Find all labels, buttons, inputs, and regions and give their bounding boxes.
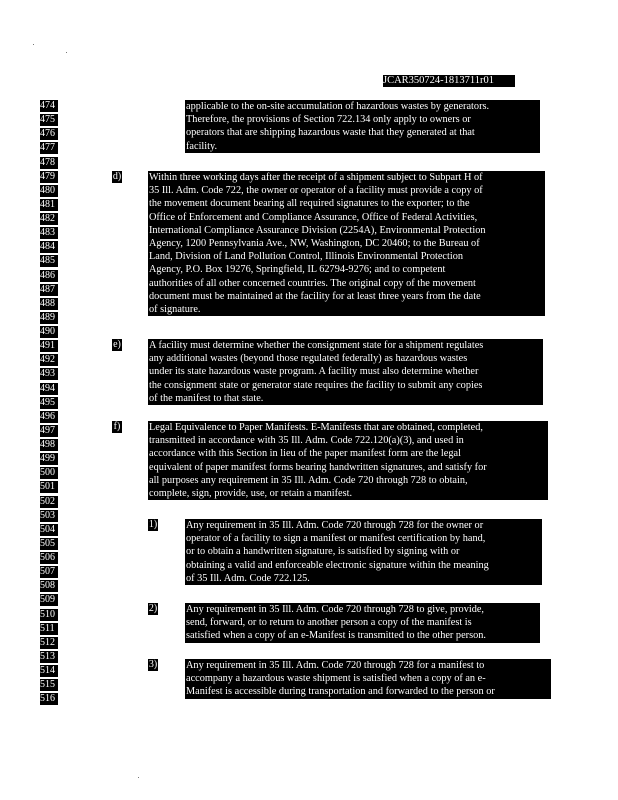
line-number: 488 [40,298,58,310]
text-line: A facility must determine whether the consignment state for a shipment regulates [149,340,484,351]
item-1-text [185,519,542,585]
line-number: 486 [40,270,58,282]
line-number: 483 [40,227,58,239]
text-line: applicable to the on-site accumulation of hazardous wastes by generators. [186,101,490,112]
item-3-text [185,659,551,699]
line-number: 505 [40,538,58,550]
paragraph-continuation [185,100,540,153]
text-line: Office of Enforcement and Compliance Assurance, Office of Federal Activities, [149,211,478,223]
line-number: 478 [40,157,58,169]
line-number: 485 [40,255,58,267]
line-number: 497 [40,425,58,437]
line-number: 511 [40,623,58,635]
subsection-e-text [148,339,543,405]
text-line: Land, Division of Land Pollution Control, Illinois Environmental Protection [149,251,464,263]
subsection-f-text [148,421,548,500]
line-number: 492 [40,354,58,366]
item-label-1: 1) [148,519,158,530]
text-line: satisfied when a copy of an e-Manifest is transmitted to the other person. [186,630,486,642]
line-number: 490 [40,326,58,338]
line-number: 493 [40,368,58,380]
line-number: 513 [40,651,58,663]
line-number: 479 [40,171,58,183]
text-line: Agency, P.O. Box 19276, Springfield, IL 62794-9276; and to competent [149,264,446,276]
item-2-text [185,603,540,643]
text-line: facility. [186,140,218,152]
text-line: the consignment state or generator state requires the facility to submit any copies [149,379,483,391]
text-line: 35 Ill. Adm. Code 722, the owner or operator of a facility must provide a copy of [149,185,483,197]
line-number: 504 [40,524,58,536]
text-line: Any requirement in 35 Ill. Adm. Code 720 through 728 for the owner or [186,520,484,531]
subsection-label-e: e) [113,339,121,350]
text-line: operators that are shipping hazardous waste that they generated at that [186,127,475,139]
text-line: International Compliance Assurance Division (2254A), Environmental Protection [149,224,486,236]
item-label-3: 3) [148,659,158,670]
text-line: Legal Equivalence to Paper Manifests. E-Manifests that are obtained, completed, [149,422,483,433]
text-line: of 35 Ill. Adm. Code 722.125. [186,572,310,584]
item-label-2: 2) [148,603,158,614]
line-number: 501 [40,481,58,493]
line-number: 499 [40,453,58,465]
line-number: 496 [40,411,58,423]
text-line: all purposes any requirement in 35 Ill. Adm. Code 720 through 728 to obtain, [149,474,468,486]
line-number: 477 [40,142,58,154]
line-number: 482 [40,213,58,225]
text-line: Therefore, the provisions of Section 722.134 only apply to owners or [186,114,471,126]
line-number: 491 [40,340,58,352]
text-line: accompany a hazardous waste shipment is satisfied when a copy of an e- [186,673,486,685]
line-number: 475 [40,114,58,126]
line-number: 494 [40,383,58,395]
line-number: 480 [40,185,58,197]
text-line: of the manifest to that state. [149,392,264,404]
line-number: 509 [40,594,58,606]
line-number: 500 [40,467,58,479]
line-number: 510 [40,609,58,621]
line-number: 474 [40,100,58,112]
subsection-label-f: f) [113,421,121,432]
line-number: 512 [40,637,58,649]
line-number: 489 [40,312,58,324]
text-line: document must be maintained at the facility for at least three years from the date [149,290,481,302]
line-number: 508 [40,580,58,592]
text-line: send, forward, or to return to another person a copy of the manifest is [186,617,472,629]
text-line: of signature. [149,303,201,315]
line-number: 476 [40,128,58,140]
line-number: 503 [40,510,58,522]
text-line: obtaining a valid and enforceable electronic signature within the meaning [186,559,489,571]
line-number: 495 [40,397,58,409]
text-line: Any requirement in 35 Ill. Adm. Code 720 through 728 for a manifest to [186,660,485,671]
text-line: operator of a facility to sign a manifest or manifest certification by hand, [186,533,486,545]
scan-speck [138,777,139,778]
line-number: 487 [40,284,58,296]
line-number: 507 [40,566,58,578]
scan-speck [66,52,67,53]
subsection-d-text [148,171,545,316]
line-number: 515 [40,679,58,691]
text-line: the movement document bearing all required signatures to the exporter; to the [149,198,470,210]
text-line: Agency, 1200 Pennsylvania Ave., NW, Washington, DC 20460; to the Bureau of [149,237,480,249]
text-line: equivalent of paper manifest forms bearing handwritten signatures, and satisfy for [149,461,487,473]
subsection-label-d: d) [112,171,122,182]
line-number: 498 [40,439,58,451]
text-line: authorities of all other concerned countries. The original copy of the movement [149,277,476,289]
text-line: complete, sign, provide, use, or retain a manifest. [149,487,353,499]
line-number: 484 [40,241,58,253]
text-line: transmitted in accordance with 35 Ill. Adm. Code 722.120(a)(3), and used in [149,435,464,447]
text-line: Any requirement in 35 Ill. Adm. Code 720 through 728 to give, provide, [186,604,484,615]
line-number: 502 [40,496,58,508]
line-number: 481 [40,199,58,211]
line-number: 514 [40,665,58,677]
text-line: any additional wastes (beyond those regulated federally) as hazardous wastes [149,353,468,365]
line-number: 516 [40,693,58,705]
text-line: under its state hazardous waste program. A facility must also determine whether [149,366,479,378]
text-line: or to obtain a handwritten signature, is satisfied by signing with or [186,546,460,558]
text-line: Manifest is accessible during transportation and forwarded to the person or [186,686,495,698]
text-line: accordance with this Section in lieu of the paper manifest form are the legal [149,448,461,460]
line-number: 506 [40,552,58,564]
scan-speck [33,44,34,45]
document-id-header: JCAR350724-1813711r01 [383,75,515,87]
text-line: Within three working days after the receipt of a shipment subject to Subpart H of [149,172,483,183]
